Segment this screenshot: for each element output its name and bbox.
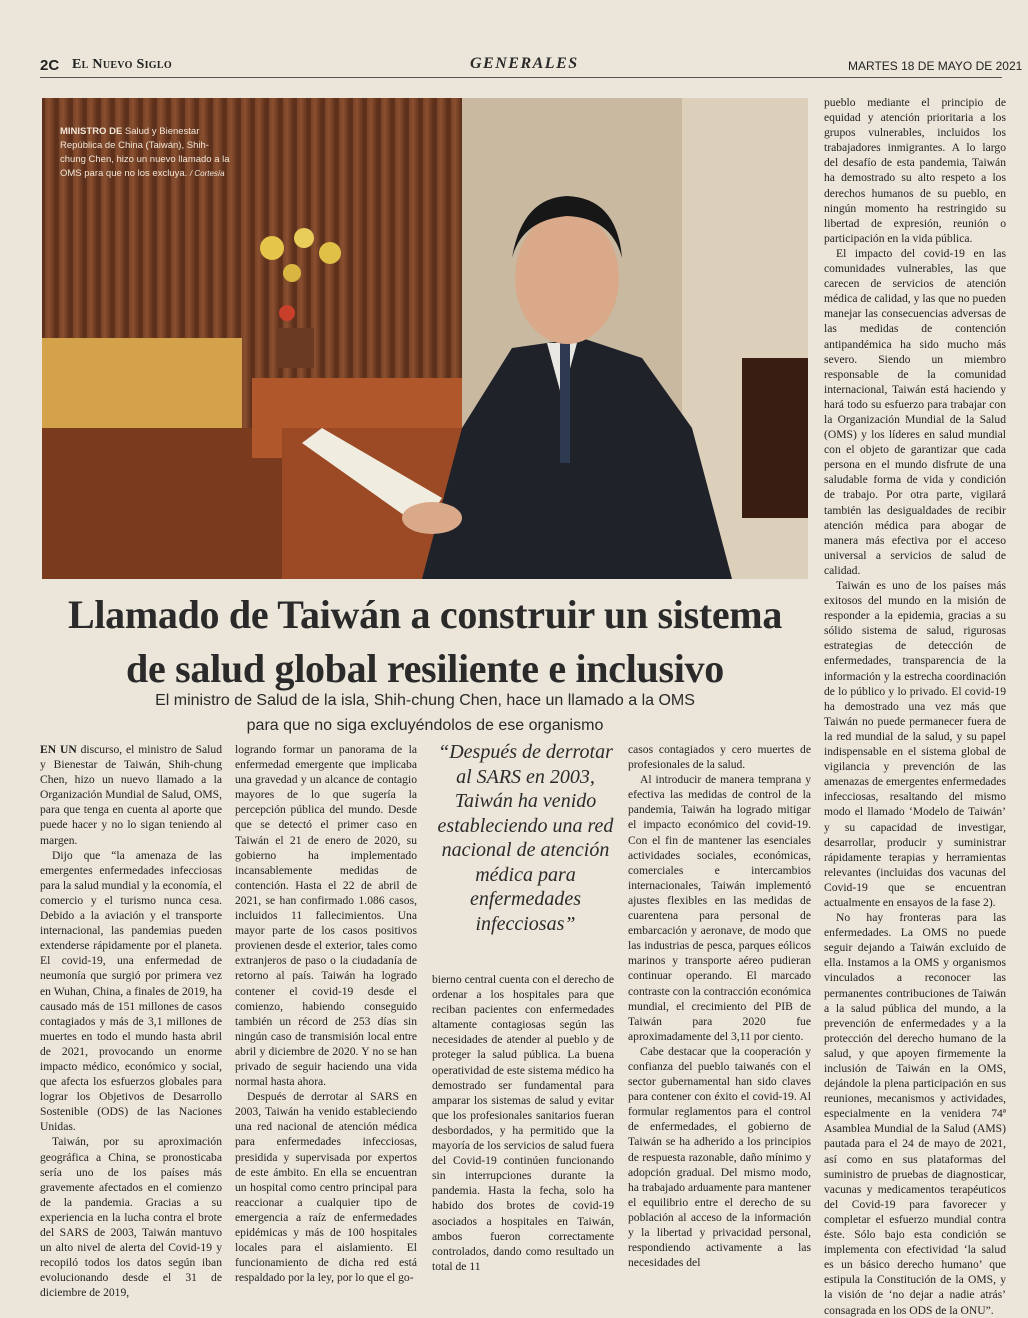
caption-text: Salud y Bienestar República de China (Taiwán), Shih-chung Chen, hizo un nuevo llamado a la OMS para que no los excluya. (60, 126, 230, 179)
subhead-line-2: para que no siga excluyéndolos de ese organismo (246, 717, 604, 734)
paragraph: discurso, el ministro de Salud y Bienestar de Taiwán, Shih-chung Chen, hizo un nuevo llamado a la Organización Mundial de Salud, OMS, para que tenga en cuenta al aporte que puede hacer y no lo sigan teniendo al margen. (40, 743, 222, 847)
paragraph: bierno central cuenta con el derecho de ordenar a los hospitales para que reciban pacientes con enfermedades altamente contagiosas según las necesidades de atender al pueblo y de proteger la salud pública. La buena operatividad de este sistema médico ha demostrado ser fundamental para amparar los sistemas de salud y evitar que los profesionales sanitarios fueran desbordados, y ha permitido que la mayoría de los servicios de salud fuera del Covid-19 continúen funcionando sin interrupciones durante la pandemia. Hasta la fecha, solo ha habido dos brotes de covid-19 asociados a hospitales en Taiwán, ambos fueron correctamente controlados, dando como resultado un total de 11 (432, 973, 614, 1273)
pull-quote: “Después de derrotar al SARS en 2003, Taiwán ha venido estableciendo una red nacional de atención médica para enfermedades infecciosas” (437, 741, 614, 935)
headline-line-2: de salud global resiliente e inclusivo (126, 646, 724, 691)
paragraph: pueblo mediante el principio de equidad y atención prioritaria a los grupos vulnerables, incluidos los trabajadores inmigrantes. A lo largo del desafío de esta pandemia, Taiwán ha demostrado su alto respeto a los derechos humanos de su pueblo, en ningún momento ha restringido su libertad de expresión, reunión o participación en la vida pública. (824, 96, 1006, 245)
paragraph: logrando formar un panorama de la enfermedad emergente que implicaba una gravedad y un alcance de contagio mayores de lo que sugería la percepción pública del mundo. Desde que se detectó el primer caso en Taiwán el 21 de enero de 2020, su gobierno ha implementado incansablemente medidas de contención. Hasta el 22 de abril de 2021, se han confirmado 1.086 casos, incluidos 11 fallecimientos. Una mayor parte de los casos positivos provienen desde el exterior, tales como extranjeros de paso o la ciudadanía de retorno al país. Taiwán ha logrado contener el covid-19 desde el comienzo, habiendo conseguido también un récord de 253 días sin ningún caso de transmisión local entre abril y diciembre de 2020. Y no se han privado de seguir haciendo una vida normal hasta ahora. (235, 743, 417, 1089)
paragraph: El impacto del covid-19 en las comunidades vulnerables, las que carecen de servicios de atención médica de calidad, y las que no pueden manejar las consecuencias adversas de las medidas de contención antipandémica ha sido mucho más severo. Siendo un miembro responsable de la comunidad internacional, Taiwán está haciendo y hará todo su esfuerzo para trabajar con la Organización Mundial de la Salud (OMS) y los líderes en salud mundial con el objeto de garantizar que cada persona en el mundo disfrute de una saludable forma de vida y condición de trabajo. Por otra parte, vigilará también las desigualdades de recibir atención médica para abogar de manera más efectiva por el acceso universal a servicios de salud de calidad. (824, 246, 1006, 577)
caption-credit: / Cortesía (189, 169, 225, 178)
photo-caption (60, 125, 230, 181)
headline-line-1: Llamado de Taiwán a construir un sistema (67, 592, 783, 637)
article-column-2 (235, 742, 417, 1285)
lead-in: EN UN (40, 743, 77, 756)
section-title: GENERALES (470, 55, 579, 72)
article-column-3 (432, 972, 614, 1274)
article-column-4 (628, 742, 811, 1270)
article-column-1 (40, 742, 222, 1300)
paragraph: Al introducir de manera temprana y efectiva las medidas de control de la pandemia, Taiwán ha logrado mitigar el impacto económico del covid-19. Con el fin de mantener las esenciales actividades sociales, económicas, comerciales e intercambios internacionales, Taiwán implementó ajustes flexibles en las medidas de cuarentena para personal de embarcación y aeronave, de modo que las industrias de pesca, parques eólicos marinos y transporte aéreo pudieran continuar operando. El marcado contraste con la contracción económica mundial, el crecimiento del PIB de Taiwán para 2020 fue aproximadamente del 3,11 por ciento. (628, 773, 811, 1043)
publication-name: El Nuevo Siglo (72, 57, 172, 72)
paragraph: Dijo que “la amenaza de las emergentes enfermedades infecciosas para la salud mundial y la economía, el comercio y el turismo nunca cesa. Debido a la aviación y el transporte internacional, las pandemias pueden extenderse rápidamente por el planeta. El covid-19, una enfermedad de neumonía que surgió por primera vez en Wuhan, China, a finales de 2019, ha causado más de 151 millones de casos contagiados y más de 3,1 millones de muertes en todo el mundo hasta abril de 2021, provocando un enorme impacto médico, económico y social, que afecta los esfuerzos globales para lograr los Objetivos de Desarrollo Sostenible (ODS) de las Naciones Unidas. (40, 848, 222, 1134)
caption-lead: MINISTRO DE (60, 126, 123, 137)
paragraph: Taiwán, por su aproximación geográfica a China, se pronosticaba sería uno de los países más gravemente afectados en el comienzo de la pandemia. Gracias a su experiencia en la lucha contra el brote del SARS de 2003, Taiwán mantuvo un alto nivel de alerta del Covid-19 y recopiló todos los datos según iban evolucionando desde el 31 de diciembre de 2019, (40, 1135, 222, 1300)
subhead-line-1: El ministro de Salud de la isla, Shih-chung Chen, hace un llamado a la OMS (155, 692, 695, 709)
header-rule (40, 77, 1002, 78)
paragraph: casos contagiados y cero muertes de profesionales de la salud. (628, 743, 811, 772)
paragraph: No hay fronteras para las enfermedades. La OMS no puede seguir dejando a Taiwán excluido de ella. Instamos a la OMS y organismos vinculados a reconocer las permanentes contribuciones de Taiwán a la salud pública del mundo, a la prevención de enfermedades y a la protección del derecho humano de la salud, y que apoyen firmemente la inclusión de Taiwán en la OMS, dejándole la plena participación en sus reuniones, mecanismos y actividades, especialmente en la venidera 74ª Asamblea Mundial de la Salud (AMS) pautada para el 24 de mayo de 2021, así como en sus plataformas del suministro de pruebas de diagnosticar, vacunas y medicamentos terapéuticos del Covid-19 para favorecer y completar el esfuerzo mundial contra éste. Sólo bajo esta condición se implementa con efectividad ‘la salud es un básico derecho humano’ que estipula la Constitución de la OMS, y la visión de ‘no dejar a nadie atrás’ consagrada en los ODS de la ONU”. (824, 911, 1006, 1317)
paragraph: Taiwán es uno de los países más exitosos del mundo en la misión de responder a la epidemia, gracias a su sólido sistema de salud, rigurosas estrategias de detección de enfermedades, transparencia de la información y la estrecha coordinación de lo público y lo privado. El covid-19 ha demostrado una vez más que Taiwán no puede permanecer fuera de la red mundial de la salud, y su papel indispensable en el sistema global de vigilancia y prevención de las amenazas de emergentes enfermedades infecciosas, resaltando del mismo modo el llamado ‘Modelo de Taiwán’ y su capacidad de investigar, desarrollar, producir y suministrar rápidamente terapias y herramientas relevantes (incluidas dos vacunas del Covid-19 que se encuentran actualmente en ensayos de la fase 2). (824, 579, 1006, 909)
headline (40, 588, 810, 696)
issue-date: MARTES 18 DE MAYO DE 2021 (848, 59, 1023, 73)
subheadline (60, 688, 790, 738)
page-number: 2C (40, 57, 60, 74)
paragraph: Después de derrotar al SARS en 2003, Taiwán ha venido estableciendo una red nacional de atención médica para enfermedades infecciosas, presidida y supervisada por expertos de este ámbito. En ella se encuentran un hospital como centro principal para reaccionar a cualquier tipo de emergencia a raíz de enfermedades epidémicas y más de 100 hospitales locales para el aislamiento. El funcionamiento de dicha red está respaldado por la ley, por lo que el go- (235, 1090, 417, 1285)
paragraph: Cabe destacar que la cooperación y confianza del pueblo taiwanés con el sector gubernamental han sido claves para contener con éxito el covid-19. Al formular reglamentos para el control de enfermedades, el gobierno de Taiwán se ha adherido a los principios de respuesta razonable, daño mínimo y adopción gradual. Del mismo modo, ha trabajado arduamente para mantener el equilibrio entre el derecho de su población al acceso de la información y la libertad y privacidad personal, respondiendo activamente a las necesidades del (628, 1044, 811, 1270)
article-column-5 (824, 95, 1006, 1318)
